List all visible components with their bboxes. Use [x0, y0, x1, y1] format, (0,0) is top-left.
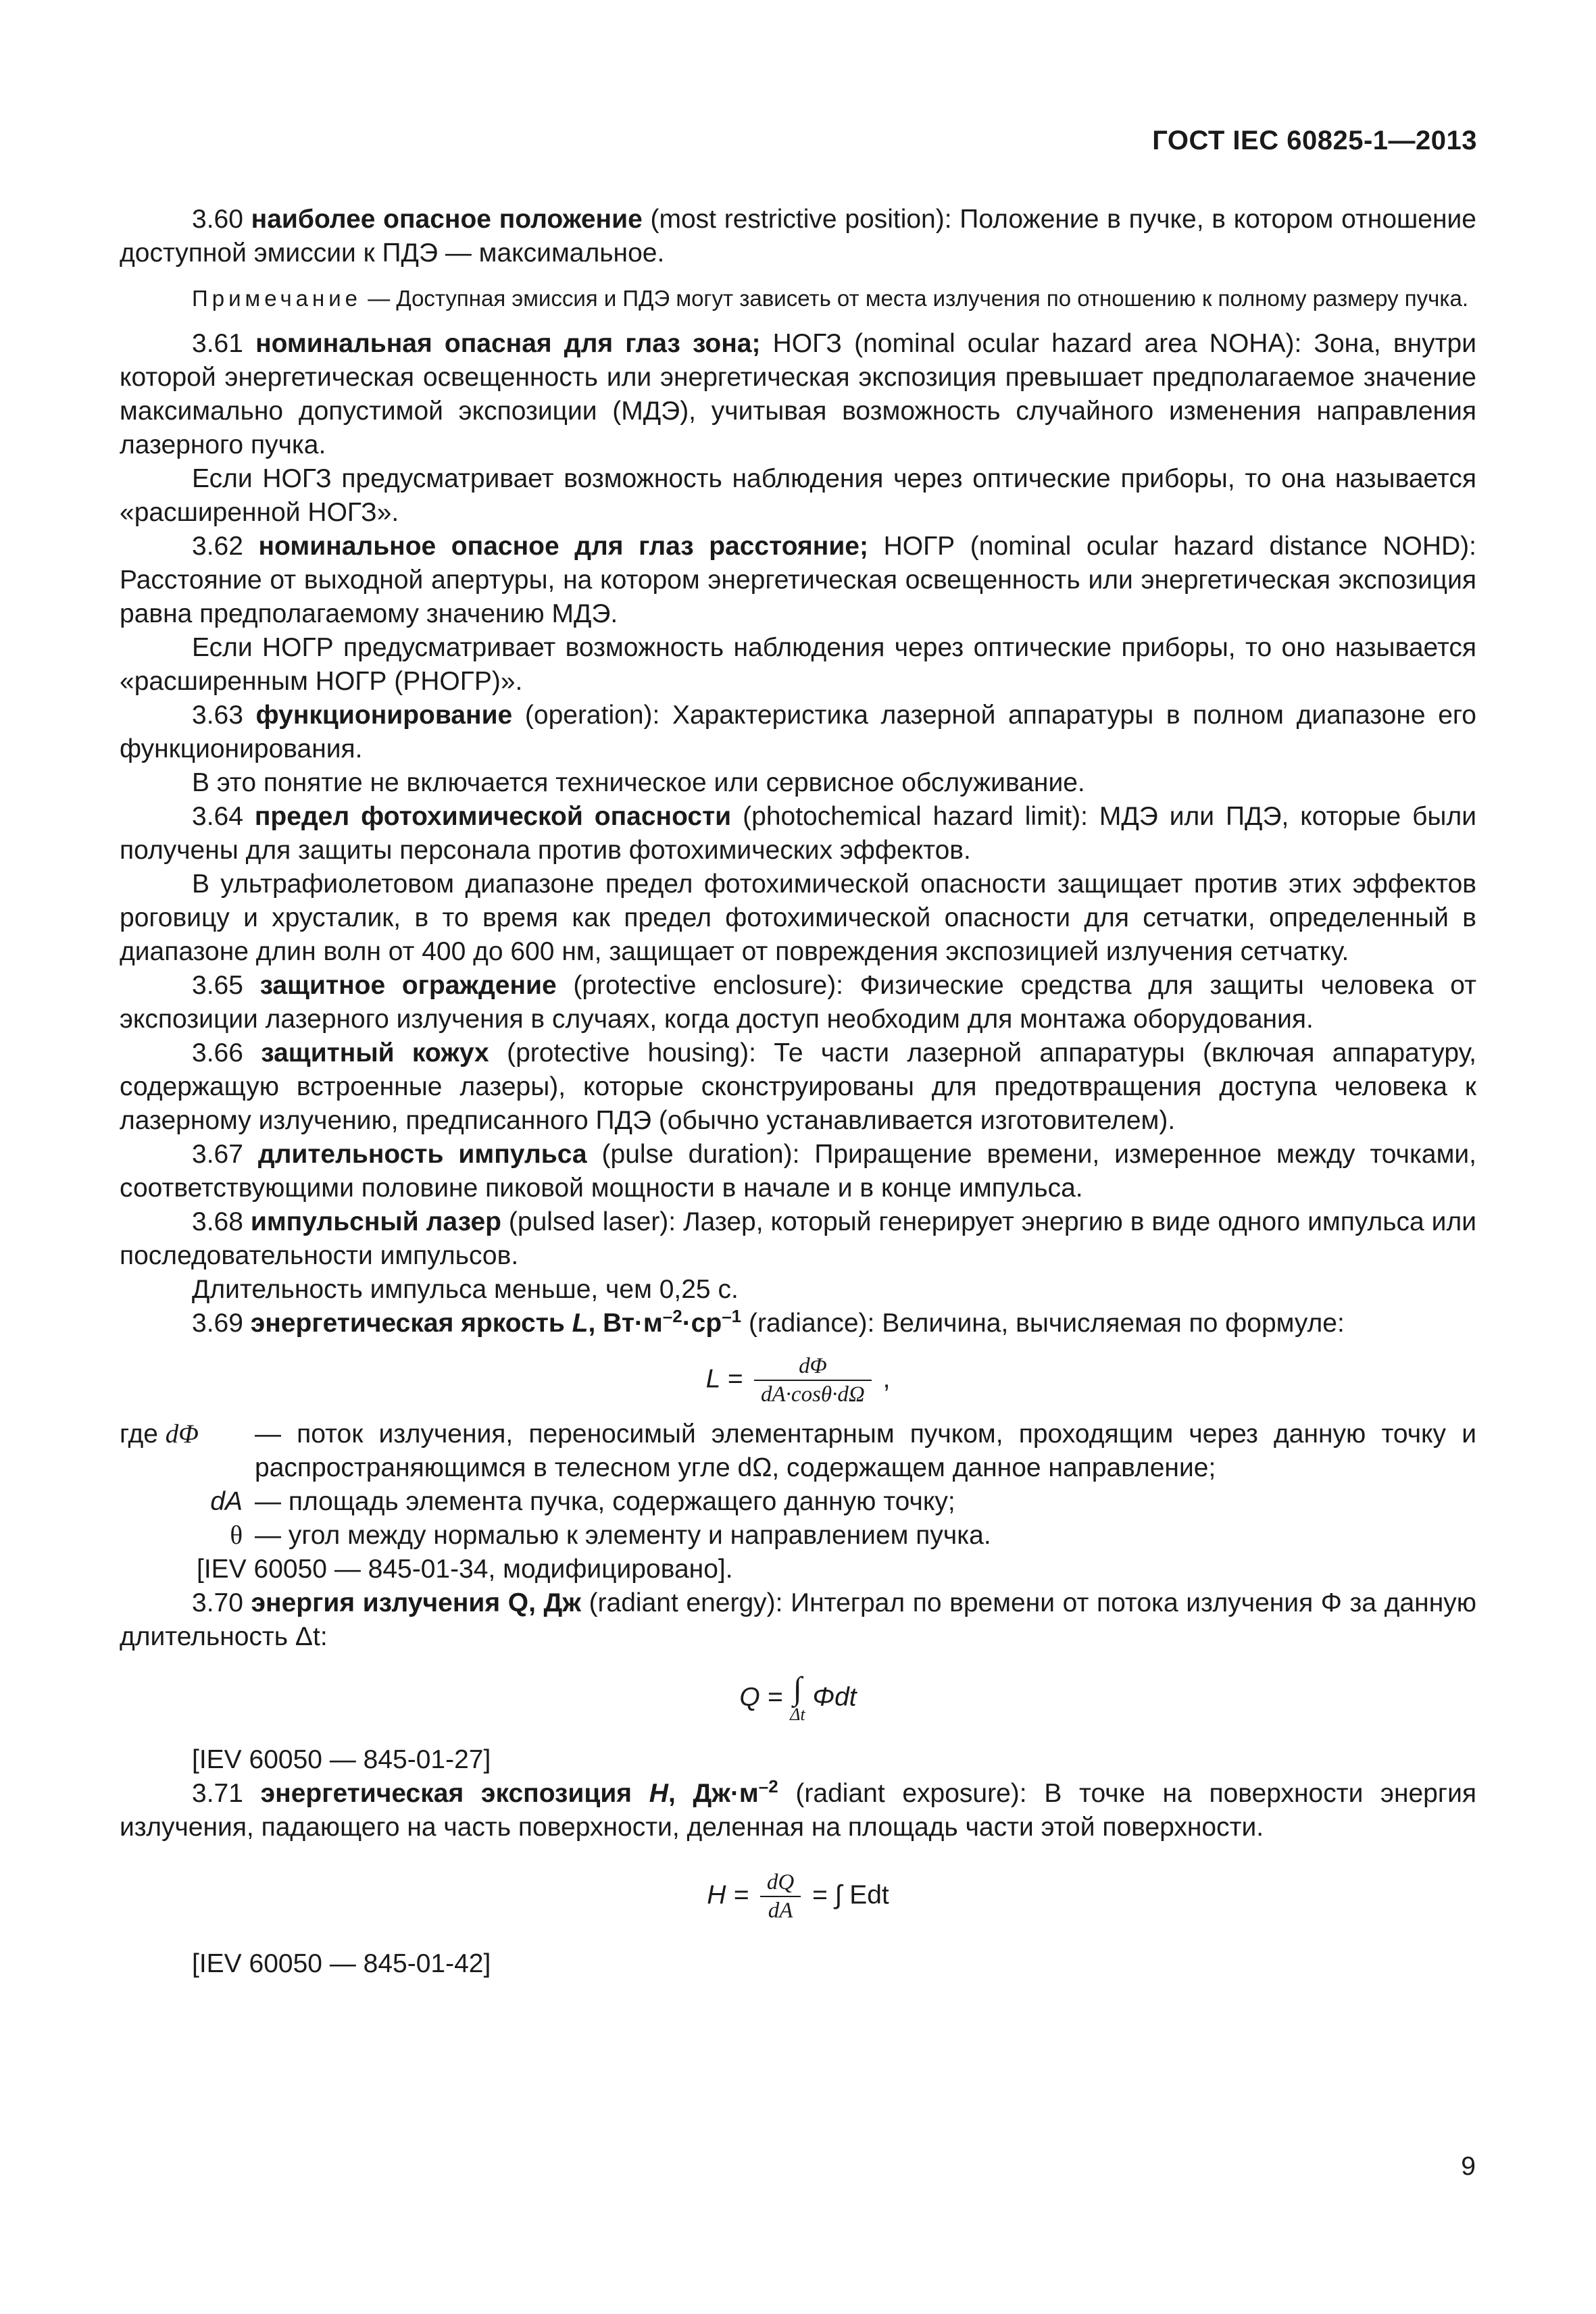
integral-sign	[790, 1673, 805, 1724]
term-symbol: H	[649, 1779, 668, 1808]
document-header: ГОСТ IEC 60825-1—2013	[1152, 126, 1477, 155]
term-number: 3.68	[192, 1207, 243, 1236]
definition-row	[120, 1417, 1476, 1485]
note-text: — Доступная эмиссия и ПДЭ могут зависеть от места излучения по отношению к полному размеру пучка.	[368, 286, 1469, 311]
term-title	[260, 1776, 778, 1808]
formula-fraction	[760, 1869, 801, 1924]
term-3-68-para2: Длительность импульса меньше, чем 0,25 с.	[192, 1275, 739, 1304]
term-text: (photochemical hazard limit): МДЭ или ПДЭ, которые были получены для защиты персонала против фотохимических эффектов.	[120, 802, 1477, 865]
term-3-64	[120, 800, 1476, 867]
term-exponent: –2	[758, 1776, 778, 1796]
page-number: 9	[1461, 2152, 1476, 2181]
term-text: НОГР (nominal ocular hazard distance NOHD): Расстояние от выходной апертуры, на котором энергетическая освещенность или энергетическая экспозиция равна предполагаемому значению МДЭ.	[120, 532, 1476, 628]
term-title: наиболее опасное положение	[251, 205, 643, 234]
term-text: (pulse duration): Приращение времени, измеренное между точками, соответствующими половине пиковой мощности в начале и в конце импульса.	[120, 1140, 1476, 1203]
formula-denominator: dA·cosθ·dΩ	[761, 1382, 865, 1407]
iev-reference: [IEV 60050 — 845-01-27]	[192, 1745, 491, 1774]
term-title-text: энергетическая яркость	[250, 1309, 565, 1338]
formula-numerator: dΦ	[754, 1353, 872, 1381]
definition-text: — поток излучения, переносимый элементарным пучком, проходящим через данную точку и распространяющимся в телесном угле dΩ, содержащем данное направление;	[255, 1419, 1476, 1482]
term-text: (protective housing): Те части лазерной аппаратуры (включая аппаратуру, содержащую встроенные лазеры), которые сконструированы для предотвращения доступа человека к лазерному излучению, предписанного ПДЭ (обычно устанавливается изготовителем).	[120, 1038, 1476, 1135]
term-exponent: –2	[662, 1306, 682, 1326]
formula-rhs: = ∫ Edt	[812, 1880, 889, 1910]
term-number: 3.63	[192, 701, 243, 730]
integral-symbol: ∫	[793, 1671, 802, 1707]
term-exponent: –1	[722, 1306, 742, 1326]
term-title: защитное ограждение	[259, 971, 557, 1000]
term-title: номинальное опасное для глаз расстояние;	[258, 532, 868, 561]
formula-radiant-exposure	[120, 1869, 1476, 1924]
term-3-67	[120, 1138, 1476, 1205]
term-number: 3.66	[192, 1038, 243, 1067]
formula-radiant-energy	[120, 1673, 1476, 1724]
term-text: (most restrictive position): Положение в пучке, в котором отношение доступной эмиссии к ПДЭ — максимальное.	[120, 205, 1476, 268]
term-3-70	[120, 1586, 1476, 1654]
definition-row	[120, 1519, 1476, 1553]
definition-symbol	[120, 1417, 255, 1485]
term-unit: ·ср	[682, 1309, 722, 1338]
term-number: 3.65	[192, 971, 243, 1000]
term-text: (radiance): Величина, вычисляемая по формуле:	[748, 1309, 1345, 1338]
term-3-64-para2: В ультрафиолетовом диапазоне предел фотохимической опасности защищает против этих эффектов роговицу и хрусталик, в то время как предел фотохимической опасности для сетчатки, определенный в диапазоне длин волн от 400 до 600 нм, защищает от повреждения экспозицией излучения сетчатку.	[120, 870, 1476, 966]
formula-denominator: dA	[768, 1898, 793, 1923]
symbol: θ	[230, 1521, 243, 1550]
definition-text: — угол между нормалью к элементу и направлением пучка.	[255, 1521, 991, 1550]
term-number: 3.69	[192, 1309, 243, 1338]
term-unit: , Дж·м	[668, 1779, 759, 1808]
iev-reference: [IEV 60050 — 845-01-42]	[192, 1949, 491, 1978]
definition-symbol	[120, 1519, 255, 1553]
term-title: длительность импульса	[257, 1140, 587, 1169]
term-symbol: L	[572, 1309, 589, 1338]
iev-reference: [IEV 60050 — 845-01-34, модифицировано].	[197, 1555, 733, 1584]
formula-numerator: dQ	[760, 1869, 801, 1897]
term-3-66	[120, 1036, 1476, 1138]
definition-symbol	[120, 1485, 255, 1519]
term-number: 3.62	[192, 532, 243, 561]
term-text: (radiant energy): Интеграл по времени от потока излучения Φ за данную длительность Δt:	[120, 1588, 1476, 1651]
term-title	[250, 1306, 742, 1338]
note-3-60	[120, 284, 1476, 313]
term-3-61	[120, 327, 1476, 462]
term-number: 3.67	[192, 1140, 243, 1169]
term-3-60	[120, 203, 1476, 270]
term-3-65	[120, 969, 1476, 1036]
term-3-68	[120, 1205, 1476, 1273]
term-3-62-para2: Если НОГР предусматривает возможность наблюдения через оптические приборы, то оно называется «расширенным НОГР (РНОГР)».	[120, 633, 1476, 696]
formula-radiance	[120, 1353, 1476, 1408]
term-title: предел фотохимической опасности	[254, 802, 732, 831]
term-number: 3.61	[192, 329, 243, 358]
term-number: 3.60	[192, 205, 243, 234]
term-3-71	[120, 1777, 1476, 1844]
term-text: (operation): Характеристика лазерной аппаратуры в полном диапазоне его функционирования.	[120, 701, 1476, 763]
term-text: (pulsed laser): Лазер, который генерирует энергию в виде одного импульса или последовательности импульсов.	[120, 1207, 1476, 1270]
term-number: 3.71	[192, 1779, 243, 1808]
term-3-69	[120, 1307, 1476, 1340]
formula-lhs: L =	[705, 1364, 743, 1394]
term-3-62	[120, 530, 1476, 631]
formula-lhs: Q =	[739, 1682, 783, 1712]
term-text: НОГЗ (nominal ocular hazard area NOHA): Зона, внутри которой энергетическая освещенность или энергетическая экспозиция превышает предполагаемое значение максимально допустимой экспозиции (МДЭ), учитывая возможность случайного изменения направления лазерного пучка.	[120, 329, 1476, 459]
formula-fraction	[754, 1353, 872, 1408]
definition-text: — площадь элемента пучка, содержащего данную точку;	[255, 1487, 955, 1516]
term-title: импульсный лазер	[250, 1207, 501, 1236]
term-number: 3.70	[192, 1588, 243, 1617]
where-word: где	[120, 1419, 158, 1449]
integral-subscript: Δt	[790, 1705, 805, 1724]
term-3-63	[120, 699, 1476, 766]
formula-lhs: H =	[707, 1880, 749, 1910]
term-text: (radiant exposure): В точке на поверхности энергия излучения, падающего на часть поверхности, деленная на площадь части этой поверхности.	[120, 1779, 1477, 1842]
formula-tail: ,	[882, 1364, 891, 1394]
term-unit: , Вт·м	[588, 1309, 663, 1338]
term-number: 3.64	[192, 802, 243, 831]
document-body	[120, 203, 1476, 1981]
definition-row	[120, 1485, 1476, 1519]
term-title: энергия излучения Q, Дж	[251, 1588, 581, 1617]
term-3-63-para2: В это понятие не включается техническое или сервисное обслуживание.	[192, 768, 1085, 797]
term-3-61-para2: Если НОГЗ предусматривает возможность наблюдения через оптические приборы, то она называется «расширенной НОГЗ».	[120, 464, 1476, 527]
term-text: (protective enclosure): Физические средства для защиты человека от экспозиции лазерного излучения в случаях, когда доступ необходим для монтажа оборудования.	[120, 971, 1476, 1034]
symbol: dΦ	[165, 1419, 199, 1449]
formula-rhs: Φdt	[812, 1682, 857, 1712]
term-title: защитный кожух	[261, 1038, 489, 1067]
term-title-text: энергетическая экспозиция	[260, 1779, 632, 1808]
term-title: функционирование	[255, 701, 513, 730]
note-label: Примечание	[192, 286, 362, 311]
symbol: dA	[210, 1487, 243, 1516]
term-title: номинальная опасная для глаз зона;	[255, 329, 761, 358]
